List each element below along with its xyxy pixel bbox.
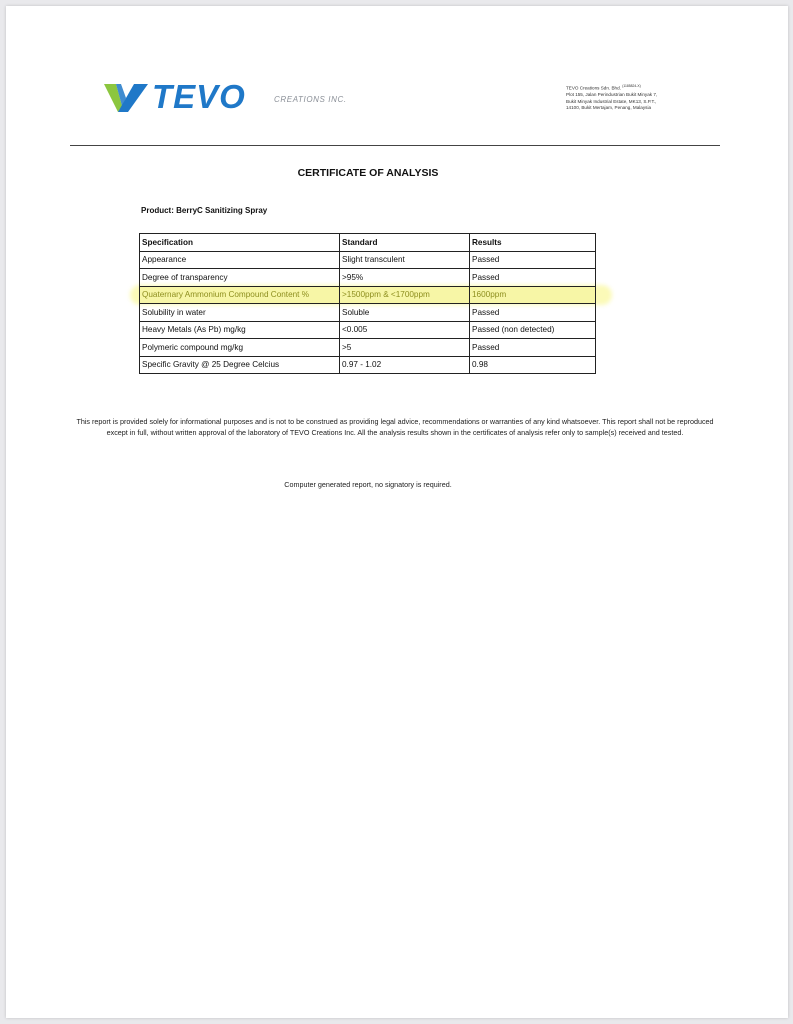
cell-result: Passed bbox=[470, 304, 596, 322]
document-page bbox=[6, 6, 788, 1018]
footer-note: Computer generated report, no signatory is required. bbox=[284, 480, 452, 489]
cell-specification: Degree of transparency bbox=[140, 269, 340, 287]
header-results: Results bbox=[470, 234, 596, 252]
table-row bbox=[140, 304, 596, 322]
product-label: Product: BerryC Sanitizing Spray bbox=[141, 206, 268, 215]
tevo-v-logo-icon bbox=[104, 80, 148, 114]
cell-specification: Quaternary Ammonium Compound Content % bbox=[140, 286, 340, 304]
header-standard: Standard bbox=[340, 234, 470, 252]
cell-result: Passed (non detected) bbox=[470, 321, 596, 339]
disclaimer-text: This report is provided solely for informational purposes and is not to be construed as providing legal advice, recommendations or warranties of any kind whatsoever. This report shall not be reproduced except in full, without written approval of the laboratory of TEVO Creations Inc. All the analysis results shown in the certificates of analysis refer only to sample(s) received and tested. bbox=[76, 417, 714, 437]
cell-result: Passed bbox=[470, 339, 596, 357]
company-registration: (1185824-X) bbox=[622, 84, 641, 88]
table-row bbox=[140, 321, 596, 339]
cell-standard: <0.005 bbox=[340, 321, 470, 339]
address-line-2: Bukit Minyak Industrial Estate, MK13, S.P.T., bbox=[566, 98, 657, 104]
cell-specification: Specific Gravity @ 25 Degree Celcius bbox=[140, 356, 340, 374]
cell-result: 0.98 bbox=[470, 356, 596, 374]
cell-result: Passed bbox=[470, 269, 596, 287]
table-header-row bbox=[140, 234, 596, 252]
address-line-1: Plot 155, Jalan Perindustrian Bukit Minyak 7, bbox=[566, 92, 658, 98]
cell-standard: Slight transculent bbox=[340, 251, 470, 269]
cell-standard: Soluble bbox=[340, 304, 470, 322]
company-name-line bbox=[566, 83, 726, 92]
cell-standard: >95% bbox=[340, 269, 470, 287]
table-row bbox=[140, 339, 596, 357]
table-row bbox=[140, 269, 596, 287]
company-logo bbox=[104, 80, 354, 120]
table-row bbox=[140, 251, 596, 269]
header-divider bbox=[70, 145, 720, 146]
table-row-highlighted bbox=[140, 286, 596, 304]
cell-specification: Heavy Metals (As Pb) mg/kg bbox=[140, 321, 340, 339]
cell-specification: Solubility in water bbox=[140, 304, 340, 322]
analysis-table bbox=[139, 233, 596, 374]
company-name: TEVO Creations Sdn. Bhd. bbox=[566, 85, 621, 91]
document-title: CERTIFICATE OF ANALYSIS bbox=[297, 167, 439, 179]
header-specification: Specification bbox=[140, 234, 340, 252]
logo-wordmark: TEVO bbox=[152, 78, 246, 115]
cell-standard: >1500ppm & <1700ppm bbox=[340, 286, 470, 304]
logo-subtitle: CREATIONS INC. bbox=[274, 95, 347, 104]
table-row bbox=[140, 356, 596, 374]
cell-result: Passed bbox=[470, 251, 596, 269]
cell-specification: Appearance bbox=[140, 251, 340, 269]
cell-specification: Polymeric compound mg/kg bbox=[140, 339, 340, 357]
address-line-3: 14100, Bukit Mertajam, Penang, Malaysia bbox=[566, 105, 652, 111]
cell-result: 1600ppm bbox=[470, 286, 596, 304]
company-address bbox=[566, 83, 726, 112]
cell-standard: >5 bbox=[340, 339, 470, 357]
cell-standard: 0.97 - 1.02 bbox=[340, 356, 470, 374]
